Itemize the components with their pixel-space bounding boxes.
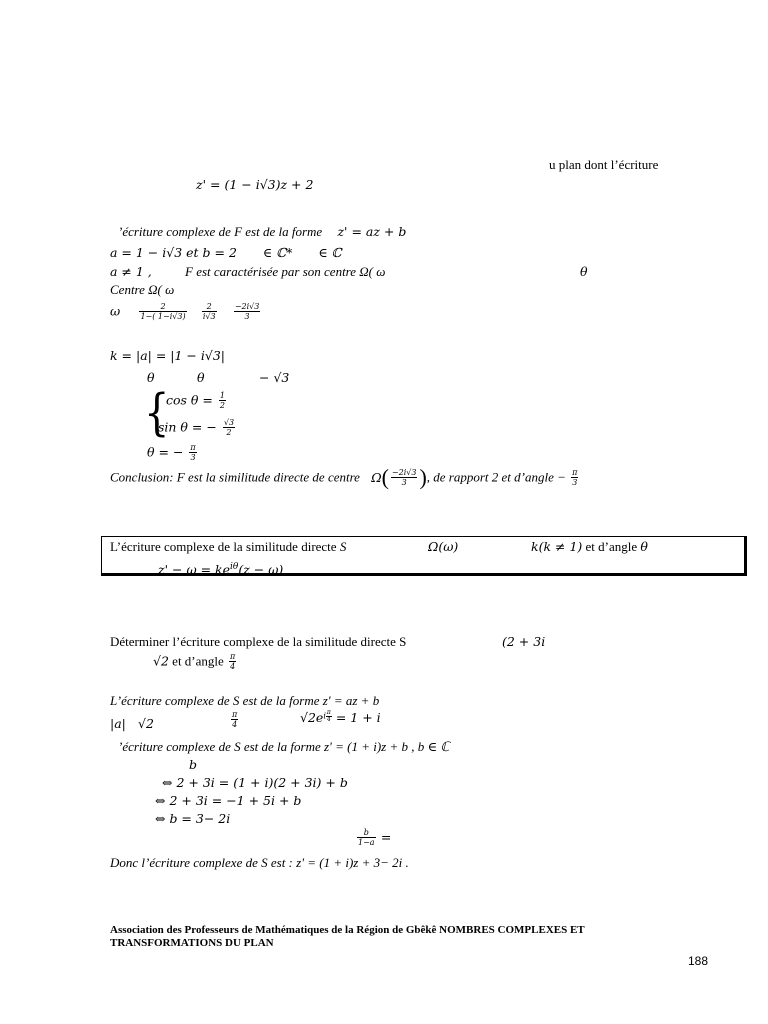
conclusion-1-left: Conclusion: F est la similitude directe de centre [110, 469, 360, 485]
pi4-frac [231, 710, 238, 729]
footer-line-1: Association des Professeurs de Mathématiques de la Région de Gbêkê NOMBRES COMPLEXES ET [110, 924, 585, 936]
a-ne-1: a ≠ 1 , [110, 264, 152, 279]
conclusion-mid: , de rapport 2 et d’angle − [426, 469, 566, 485]
exercise-pi: π [230, 652, 236, 661]
exp-sup-num: π [326, 709, 331, 716]
frac-3-num: −2i√3 [234, 302, 260, 311]
theta-result-num: π [190, 443, 196, 452]
conclusion-den: 3 [401, 478, 407, 487]
sin-num: √3 [223, 418, 235, 427]
form-formula: z' = az + b [337, 224, 407, 239]
def-theta: θ [640, 539, 648, 554]
a-b-values: a = 1 − i√3 et b = 2 [110, 245, 237, 260]
def-angle-text: et d’angle [585, 539, 638, 554]
a-b-line [110, 245, 342, 261]
cos-frac [219, 391, 226, 410]
frac-2-num: 2 [202, 302, 217, 312]
conclusion-frac [391, 468, 418, 487]
conclusion-paren-open: ( [381, 464, 389, 490]
frac-1 [139, 302, 186, 321]
sol2-conclusion: Donc l’écriture complexe de S est : z' = (1 + i)z + 3− 2i . [110, 855, 409, 870]
conclusion-1 [110, 464, 580, 494]
theta-result [147, 443, 199, 465]
given-formula: z' = (1 − i√3)z + 2 [196, 177, 314, 192]
in-c: ∈ ℂ [318, 245, 342, 260]
sin-den: 2 [226, 428, 232, 437]
def-line-1-text: L’écriture complexe de la similitude directe [110, 539, 337, 554]
sqrt2: √2 [138, 716, 154, 731]
theta-result-den: 3 [190, 453, 196, 462]
cos-line [166, 391, 228, 413]
sol2-form2-line: ’écriture complexe de S est de la forme z' = (1 + i)z + b , b ∈ ℂ [118, 739, 450, 754]
b-frac-eq: = [380, 829, 392, 845]
exp-sup-den: 4 [326, 716, 331, 723]
b-frac-den: 1−a [358, 838, 375, 847]
frac-2-den: i√3 [202, 312, 216, 321]
eq-2: ⇔ 2 + 3i = −1 + 5i + b [155, 793, 302, 808]
exp-right: = 1 + i [335, 710, 381, 725]
conclusion-pi: π [572, 468, 578, 477]
omega-frac-line [110, 302, 262, 326]
sin-line [158, 418, 237, 442]
exercise-line-1: Déterminer l’écriture complexe de la similitude directe S [110, 634, 407, 649]
pi4-den: 4 [232, 720, 238, 729]
b-frac-num: b [357, 828, 376, 838]
frac-1-den: 1−( 1−i√3) [140, 312, 186, 321]
b-frac-line [355, 828, 391, 852]
omega-symbol: ω [110, 303, 121, 319]
in-cstar: ∈ ℂ* [262, 245, 293, 260]
exercise-sqrt2: √2 [153, 653, 169, 669]
exp-line [300, 710, 381, 734]
sin-frac [223, 418, 235, 437]
minus-sqrt3: − √3 [259, 370, 290, 385]
page-number: 188 [688, 954, 709, 968]
theta-result-frac [189, 443, 196, 462]
def-S: S [339, 539, 347, 554]
abs-a: |a| [110, 716, 126, 731]
pi4-frac-wrap [229, 710, 240, 729]
theta-b: θ [197, 370, 205, 385]
exercise-angle-frac [229, 652, 236, 671]
def-k: k(k ≠ 1) [531, 539, 583, 554]
exercise-4: 4 [230, 662, 236, 671]
eq-3: ⇔ b = 3− 2i [155, 811, 231, 826]
exercise-angle-text: et d’angle [172, 653, 224, 669]
def-ratio-angle [531, 539, 648, 555]
conclusion-paren-close: ) [419, 464, 427, 490]
b-frac [357, 828, 376, 847]
footer-line-2: TRANSFORMATIONS DU PLAN [110, 937, 274, 949]
theta-result-left: θ = − [147, 444, 184, 460]
def-formula [158, 559, 283, 578]
frac-3-den: 3 [244, 312, 250, 321]
exp-left: √2e [300, 710, 324, 725]
eq-1: ⇔ 2 + 3i = (1 + i)(2 + 3i) + b [162, 775, 348, 790]
a-ne-1-line [110, 264, 385, 280]
def-formula-exp: iθ [230, 562, 239, 572]
frac-2 [202, 302, 217, 321]
frac-3 [234, 302, 261, 321]
exp-sup: i $\frac{\pi}{4}$ [323, 709, 331, 723]
def-formula-right: (z − ω) [238, 562, 284, 578]
theta-a: θ [147, 370, 155, 385]
sol2-form-line: L’écriture complexe de S est de la forme z' = az + b [110, 693, 380, 708]
conclusion-3: 3 [572, 478, 578, 487]
conclusion-angle-frac [571, 468, 578, 487]
intro-fragment: u plan dont l’écriture [549, 157, 659, 172]
def-line-1 [110, 539, 346, 555]
form-line [118, 224, 406, 240]
sin-left: sin θ = − [158, 419, 217, 435]
pi4-num: π [232, 710, 238, 719]
cos-left: cos θ = [166, 392, 213, 408]
characterized-text: F est caractérisée par son centre Ω( ω [185, 264, 386, 279]
cos-den: 2 [219, 401, 225, 410]
k-line: k = |a| = |1 − i√3| [110, 348, 226, 363]
b-label: b [189, 757, 198, 772]
system-brace: { [144, 384, 170, 442]
centre-line: Centre Ω( ω [110, 282, 175, 297]
theta-1: θ [580, 264, 588, 279]
frac-1-num: 2 [139, 302, 186, 312]
conclusion-num: −2i√3 [391, 468, 417, 477]
cos-num: 1 [219, 391, 225, 400]
conclusion-omega: Ω [371, 469, 382, 485]
form-line-text: ’écriture complexe de F est de la forme [118, 224, 323, 239]
def-center: Ω(ω) [428, 539, 459, 554]
exercise-center: (2 + 3i [502, 634, 546, 649]
def-formula-left: z' − ω = ke [158, 562, 231, 578]
exercise-line-2 [153, 652, 238, 676]
